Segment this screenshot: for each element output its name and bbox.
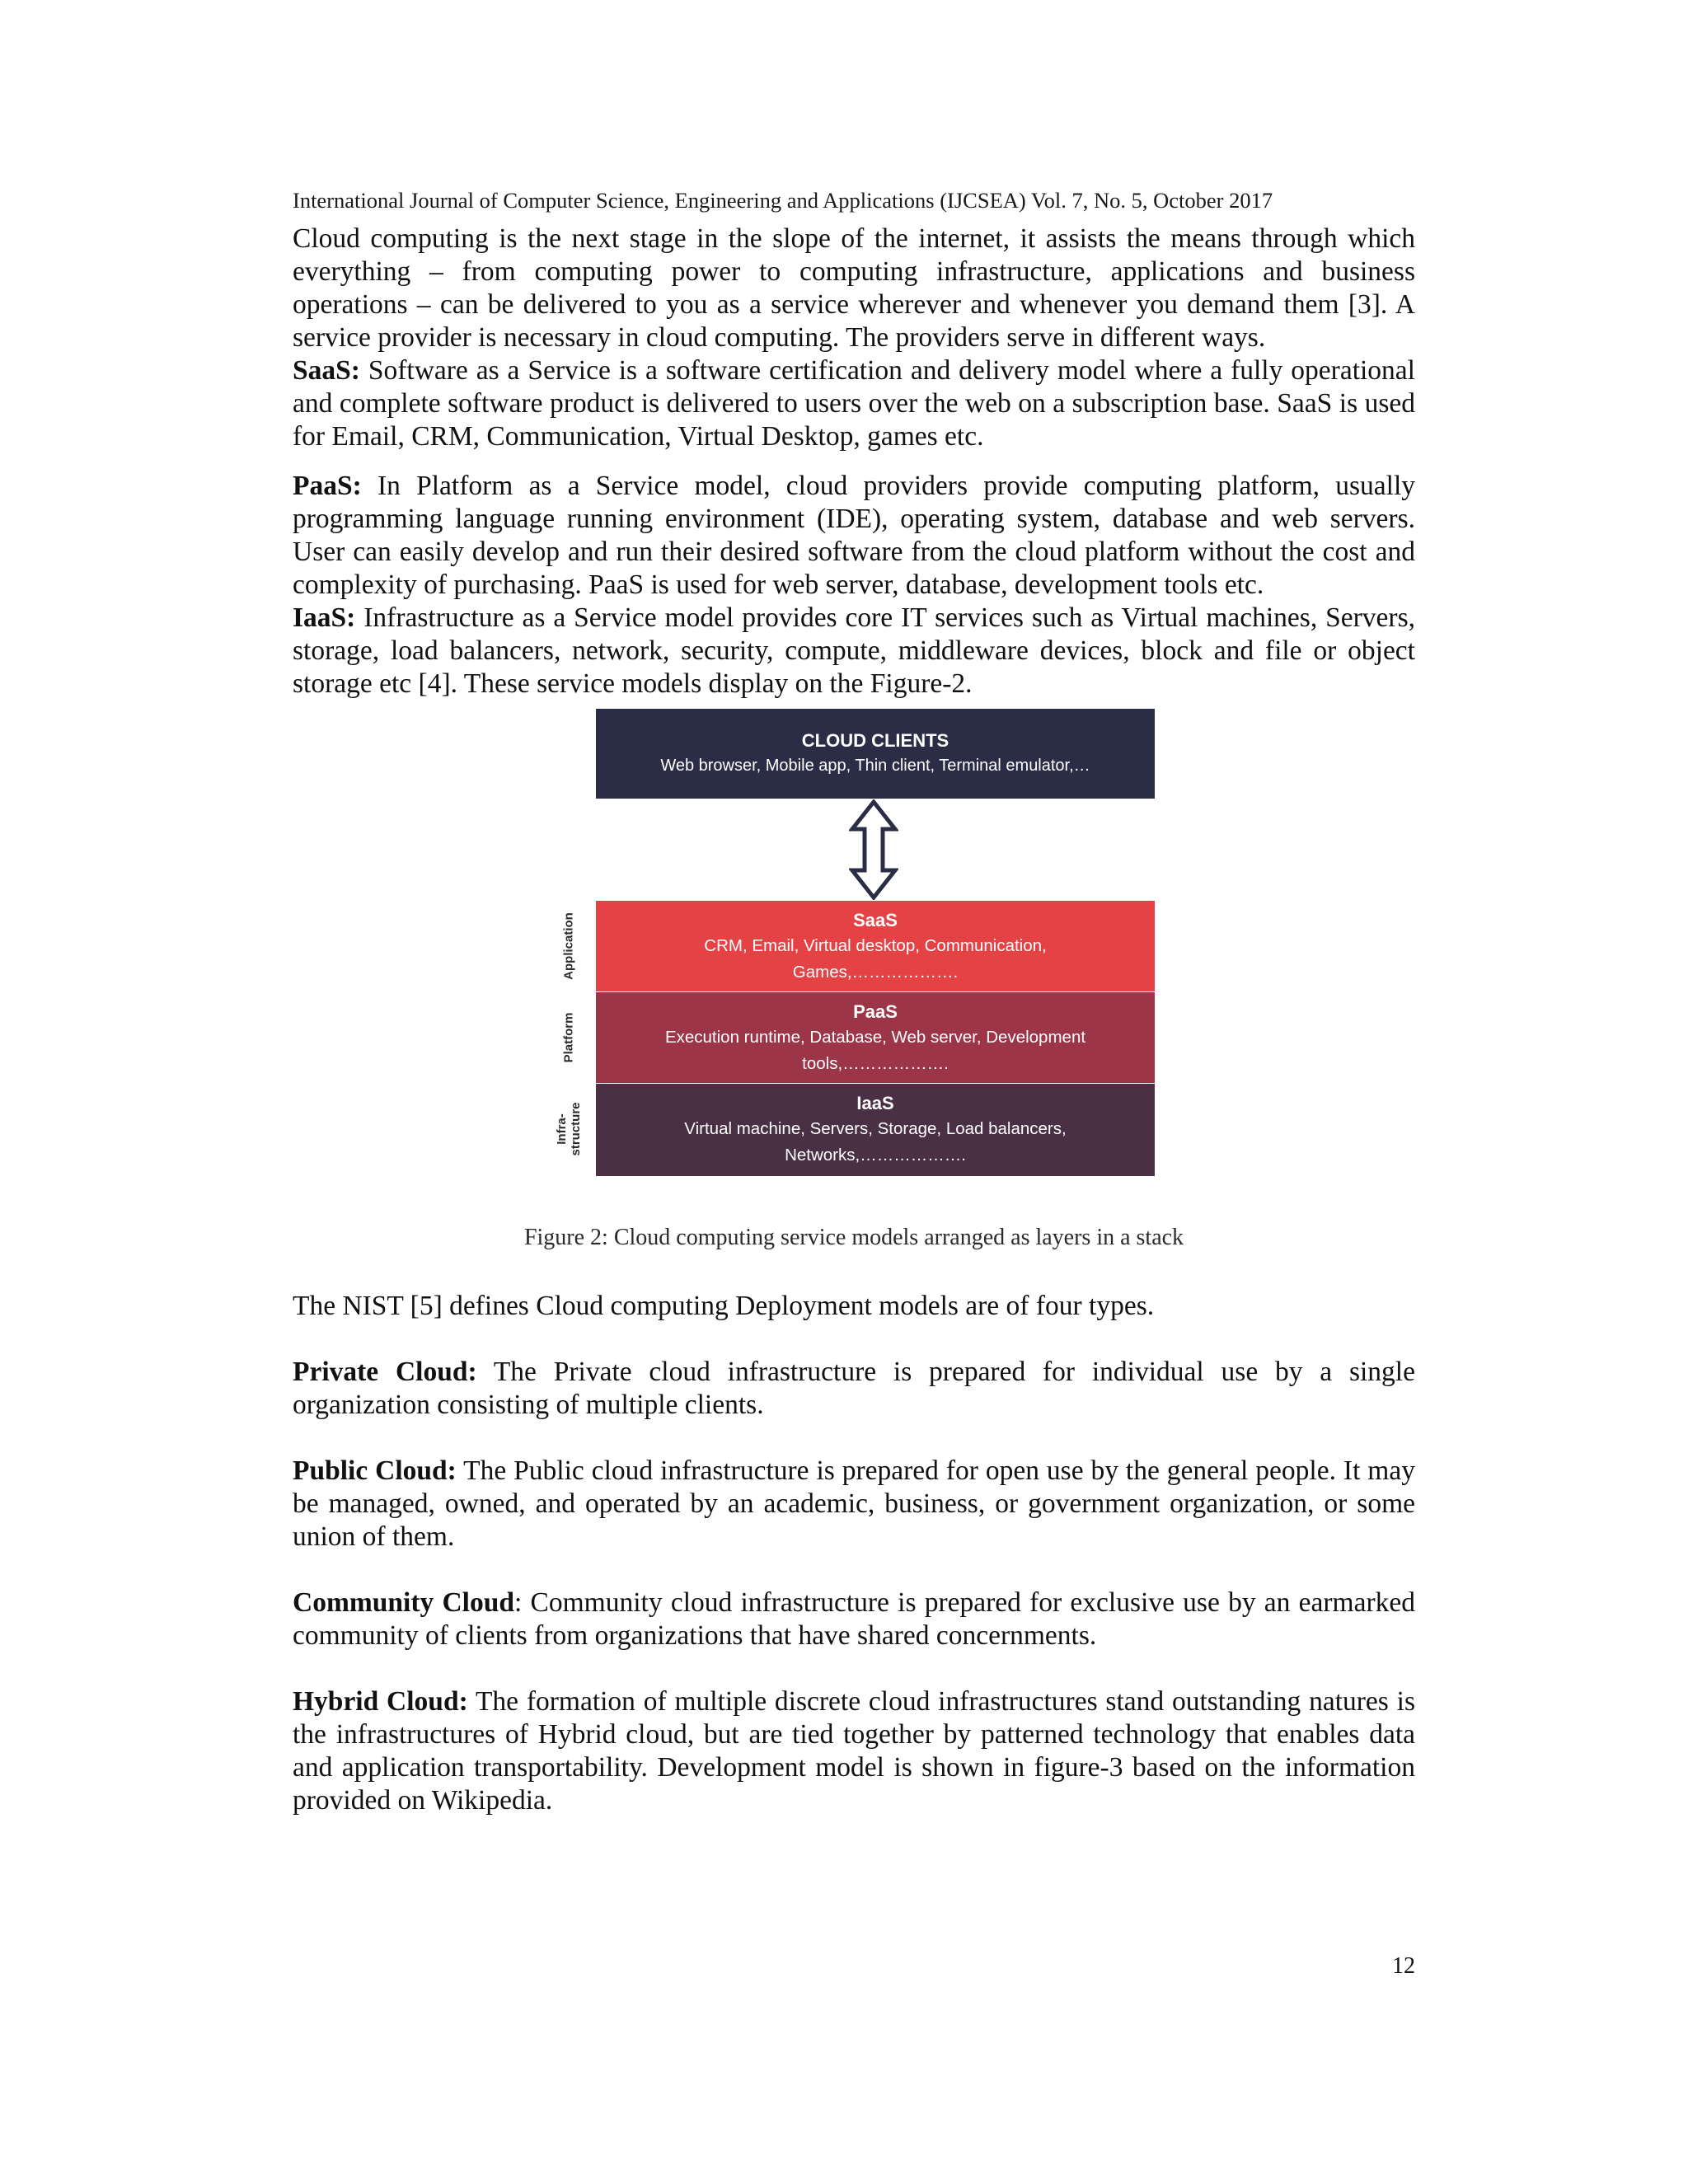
- private-cloud-term: Private Cloud:: [293, 1357, 477, 1387]
- paas-layer-subtitle: Execution runtime, Database, Web server, Development tools,……………….: [664, 1028, 1086, 1073]
- paas-paragraph: [293, 470, 1415, 602]
- iaas-layer: [596, 1084, 1155, 1176]
- saas-text: Software as a Service is a software certification and delivery model where a fully operational and complete software product is delivered to users over the web on a subscription base. SaaS is used for Email, CRM, Communication, Virtual Desktop, games etc.: [293, 355, 1415, 452]
- paas-term: PaaS:: [293, 471, 362, 501]
- paas-layer: [596, 992, 1155, 1083]
- community-cloud-term: Community Cloud: [293, 1587, 514, 1618]
- public-cloud-text: The Public cloud infrastructure is prepared for open use by the general people. It may be managed, owned, and operated by an academic, business, or government organization, or some union of them.: [293, 1455, 1415, 1552]
- hybrid-cloud-term: Hybrid Cloud:: [293, 1686, 468, 1717]
- double-arrow-icon: [849, 799, 898, 900]
- paas-layer-title: PaaS: [853, 1001, 898, 1022]
- saas-term: SaaS:: [293, 355, 360, 386]
- cloud-clients-title: CLOUD CLIENTS: [801, 730, 950, 751]
- iaas-layer-subtitle: Virtual machine, Servers, Storage, Load balancers, Networks,……………….: [684, 1119, 1067, 1165]
- cloud-clients-subtitle: Web browser, Mobile app, Thin client, Terminal emulator,…: [660, 757, 1090, 775]
- iaas-layer-title: IaaS: [856, 1093, 894, 1113]
- community-cloud-text: : Community cloud infrastructure is prepared for exclusive use by an earmarked community of clients from organizations that have shared concernments.: [293, 1587, 1415, 1651]
- private-cloud-paragraph: [293, 1356, 1415, 1422]
- page-number: 12: [1392, 1953, 1415, 1979]
- saas-layer: [596, 901, 1155, 991]
- saas-layer-subtitle: CRM, Email, Virtual desktop, Communication, Games,……………….: [704, 936, 1047, 982]
- iaas-text: Infrastructure as a Service model provides core IT services such as Virtual machines, Servers, storage, load balancers, network, security, compute, middleware devices, block and file or object storage etc [4]. These service models display on the Figure-2.: [293, 602, 1415, 699]
- saas-paragraph: [293, 354, 1415, 453]
- nist-paragraph: The NIST [5] defines Cloud computing Deployment models are of four types.: [293, 1291, 1155, 1321]
- hybrid-cloud-paragraph: [293, 1685, 1415, 1817]
- paas-text: In Platform as a Service model, cloud providers provide computing platform, usually programming language running environment (IDE), operating system, database and web servers. User can easily develop and run their desired software from the cloud platform without the cost and complexity of purchasing. PaaS is used for web server, database, development tools etc.: [293, 471, 1415, 600]
- community-cloud-paragraph: [293, 1586, 1415, 1652]
- journal-header: International Journal of Computer Science, Engineering and Applications (IJCSEA) Vol. 7, No. 5, October 2017: [293, 188, 1273, 213]
- hybrid-cloud-text: The formation of multiple discrete cloud infrastructures stand outstanding natures is the infrastructures of Hybrid cloud, but are tied together by patterned technology that enables data and application transportability. Development model is shown in figure-3 based on the information provided on Wikipedia.: [293, 1686, 1415, 1816]
- figure-caption: Figure 2: Cloud computing service models arranged as layers in a stack: [523, 1225, 1184, 1250]
- iaas-paragraph: [293, 602, 1415, 701]
- infrastructure-side-label: Infra- structure: [555, 1102, 583, 1156]
- saas-layer-title: SaaS: [853, 910, 898, 930]
- platform-side-label: Platform: [561, 1012, 576, 1063]
- cloud-clients-box: [596, 709, 1155, 799]
- public-cloud-paragraph: [293, 1455, 1415, 1554]
- service-model-figure: [544, 709, 1170, 1179]
- intro-paragraph: Cloud computing is the next stage in the slope of the internet, it assists the means through which everything – from computing power to computing infrastructure, applications and business operations – can be delivered to you as a service wherever and whenever you demand them [3]. A service provider is necessary in cloud computing. The providers serve in different ways.: [293, 223, 1415, 353]
- public-cloud-term: Public Cloud:: [293, 1455, 457, 1486]
- private-cloud-text: The Private cloud infrastructure is prepared for individual use by a single organization consisting of multiple clients.: [293, 1357, 1415, 1420]
- application-side-label: Application: [561, 912, 576, 980]
- iaas-term: IaaS:: [293, 602, 356, 633]
